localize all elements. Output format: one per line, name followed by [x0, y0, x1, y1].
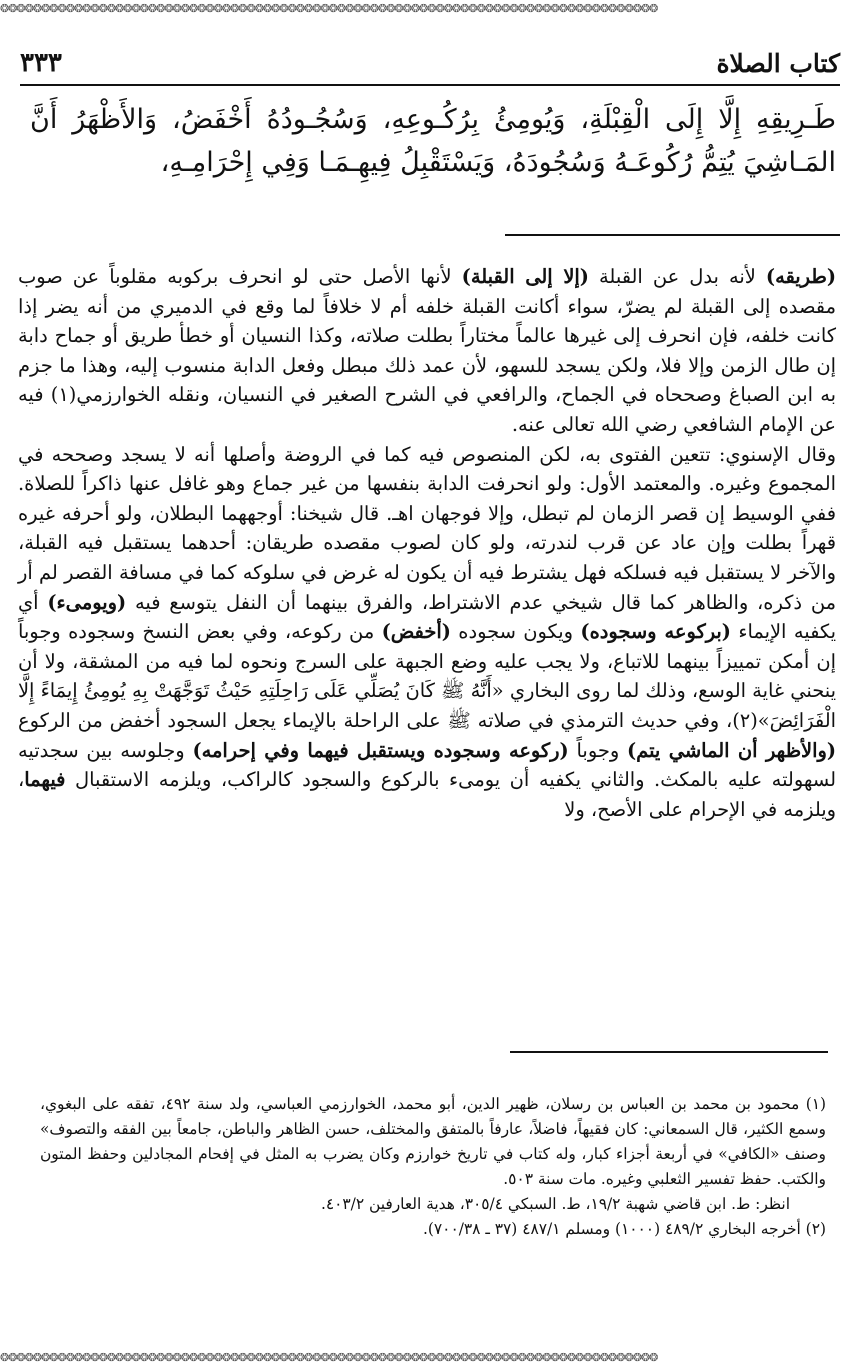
commentary	[18, 262, 836, 824]
footnote-separator	[510, 1051, 828, 1053]
top-ornament-border: ❂❂❂❂❂❂❂❂❂❂❂❂❂❂❂❂❂❂❂❂❂❂❂❂❂❂❂❂❂❂❂❂❂❂❂❂❂❂❂❂❂❂❂❂❂❂❂❂❂❂❂❂❂❂❂❂❂❂❂❂❂❂❂❂❂❂❂❂❂❂❂❂❂❂❂❂❂❂❂❂	[0, 2, 658, 15]
page-header	[20, 38, 840, 78]
bottom-ornament-border: ❂❂❂❂❂❂❂❂❂❂❂❂❂❂❂❂❂❂❂❂❂❂❂❂❂❂❂❂❂❂❂❂❂❂❂❂❂❂❂❂❂❂❂❂❂❂❂❂❂❂❂❂❂❂❂❂❂❂❂❂❂❂❂❂❂❂❂❂❂❂❂❂❂❂❂❂❂❂❂❂	[0, 1351, 658, 1364]
footnote-2: (٢) أخرجه البخاري ٤٨٩/٢ (١٠٠٠) ومسلم ٤٨٧/١ (٣٧ ـ ٧٠٠/٣٨).	[423, 1220, 826, 1238]
footnote-1: (١) محمود بن محمد بن العباس بن رسلان، ظهير الدين، أبو محمد، الخوارزمي العباسي، ولد سنة ٤٩٢، تفقه على البغوي، وسمع الكثير، قال السمعاني: كان فقيهاً، فاضلاً، عارفاً بالمتفق والمختلف، حسن الظاهر والباطن، جامعاً بين الفقه والتصوف» وصنف «الكافي» في أربعة أجزاء كبار، وله كتاب في تاريخ خوارزم وكان يضرب به المثل في إفحام المجادلين وحفظ المتون والكتب. حفظ تفسير الثعلبي وغيره. مات سنة ٥٠٣.	[40, 1095, 827, 1188]
page-number: ٣٣٣	[20, 48, 62, 78]
commentary-paragraph-2: وقال الإسنوي: تتعين الفتوى به، لكن المنصوص فيه كما في الروضة وأصلها أنه لا يسجد وصححه في المجموع وغيره. والمعتمد الأول: ولو انحرفت الدابة بنفسها من غير جماع وهو غافل عنها ذاكراً للصلاة. ففي الوسيط إن قصر الزمان لم تبطل، وإلا فوجهان اهـ. قال شيخنا: أوجههما البطلان، ولو أحرفه غيره قهراً بطلت وإن عاد عن قرب لندرته، ولو كان لصوب مقصده طريقان: أحدهما يستقبل فيه القبلة، والآخر لا يستقبل فيه فسلكه فهل يشترط فيه أن يكون له غرض في سلوكه كما في مسافة القصر لم أر من ذكره، والظاهر كما قال شيخي عدم الاشتراط، والفرق بينهما أن النفل يتوسع فيه (ويومىء) أي يكفيه الإيماء (بركوعه وسجوده) ويكون سجوده (أخفض) من ركوعه، وفي بعض النسخ وسجوده وجوباً إن أمكن تمييزاً بينهما للاتباع، ولا يجب عليه وضع الجبهة على السرج ونحوه لما فيه من المشقة، ولا أن ينحني غاية الوسع، وذلك لما روى البخاري «أَنَّهُ ﷺ كَانَ يُصَلِّي عَلَى رَاحِلَتِهِ حَيْثُ تَوَجَّهَتْ بِهِ يُومِئُ إِيمَاءً إِلَّا الْفَرَائِضَ»(٢)، وفي حديث الترمذي في صلاته ﷺ على الراحلة بالإيماء يجعل السجود أخفض من الركوع (والأظهر أن الماشي يتم) وجوباً (ركوعه وسجوده ويستقبل فيهما وفي إحرامه) وجلوسه بين سجدتيه لسهولته عليه بالمكث. والثاني يكفيه أن يومىء بالركوع والسجود كالراكب، ويلزمه الاستقبال فيهما، ويلزمه في الإحرام على الأصح، ولا	[18, 442, 836, 821]
matn-separator	[505, 234, 840, 236]
header-rule	[20, 84, 840, 86]
commentary-paragraph-1: (طريقه) لأنه بدل عن القبلة (إلا إلى القبلة) لأنها الأصل حتى لو انحرف بركوبه مقلوباً عن صوب مقصده إلى القبلة لم يضرّ، سواء أكانت القبلة خلفه أم لا خلافاً لما وقع في الدميري من أنه يضر إذا كانت خلفه، فإن انحرف إلى غيرها عالماً مختاراً بطلت صلاته، وكذا النسيان أو خطأ طريق أو جماح دابة إن طال الزمن وإلا فلا، ولكن يسجد للسهو، لأن عمد ذلك مبطل وفعل الدابة منسوب إليه، وهذا ما جزم به ابن الصباغ وصححاه في الجماح، والرافعي في الشرح الصغير في النسيان، ونقله الخوارزمي(١) فيه عن الإمام الشافعي رضي الله تعالى عنه.	[18, 265, 837, 436]
footnote-1-reference: انظر: ط. ابن قاضي شهبة ١٩/٢، ط. السبكي ٣٠٥/٤، هدية العارفين ٤٠٣/٢.	[320, 1195, 790, 1213]
footnotes	[40, 1092, 826, 1242]
book-title: كتاب الصلاة	[716, 49, 840, 78]
matn-text: طَـرِيقِهِ إِلَّا إِلَى الْقِبْلَةِ، وَيُومِئُ بِرُكُـوعِهِ، وَسُجُـودُهُ أَخْفَضُ، وَالأَظْهَرُ أَنَّ المَـاشِيَ يُتِمُّ رُكُوعَـهُ وَسُجُودَهُ، وَيَسْتَقْبِلُ فِيهِـمَـا وَفِي إِحْرَامِـهِ،	[30, 104, 836, 178]
